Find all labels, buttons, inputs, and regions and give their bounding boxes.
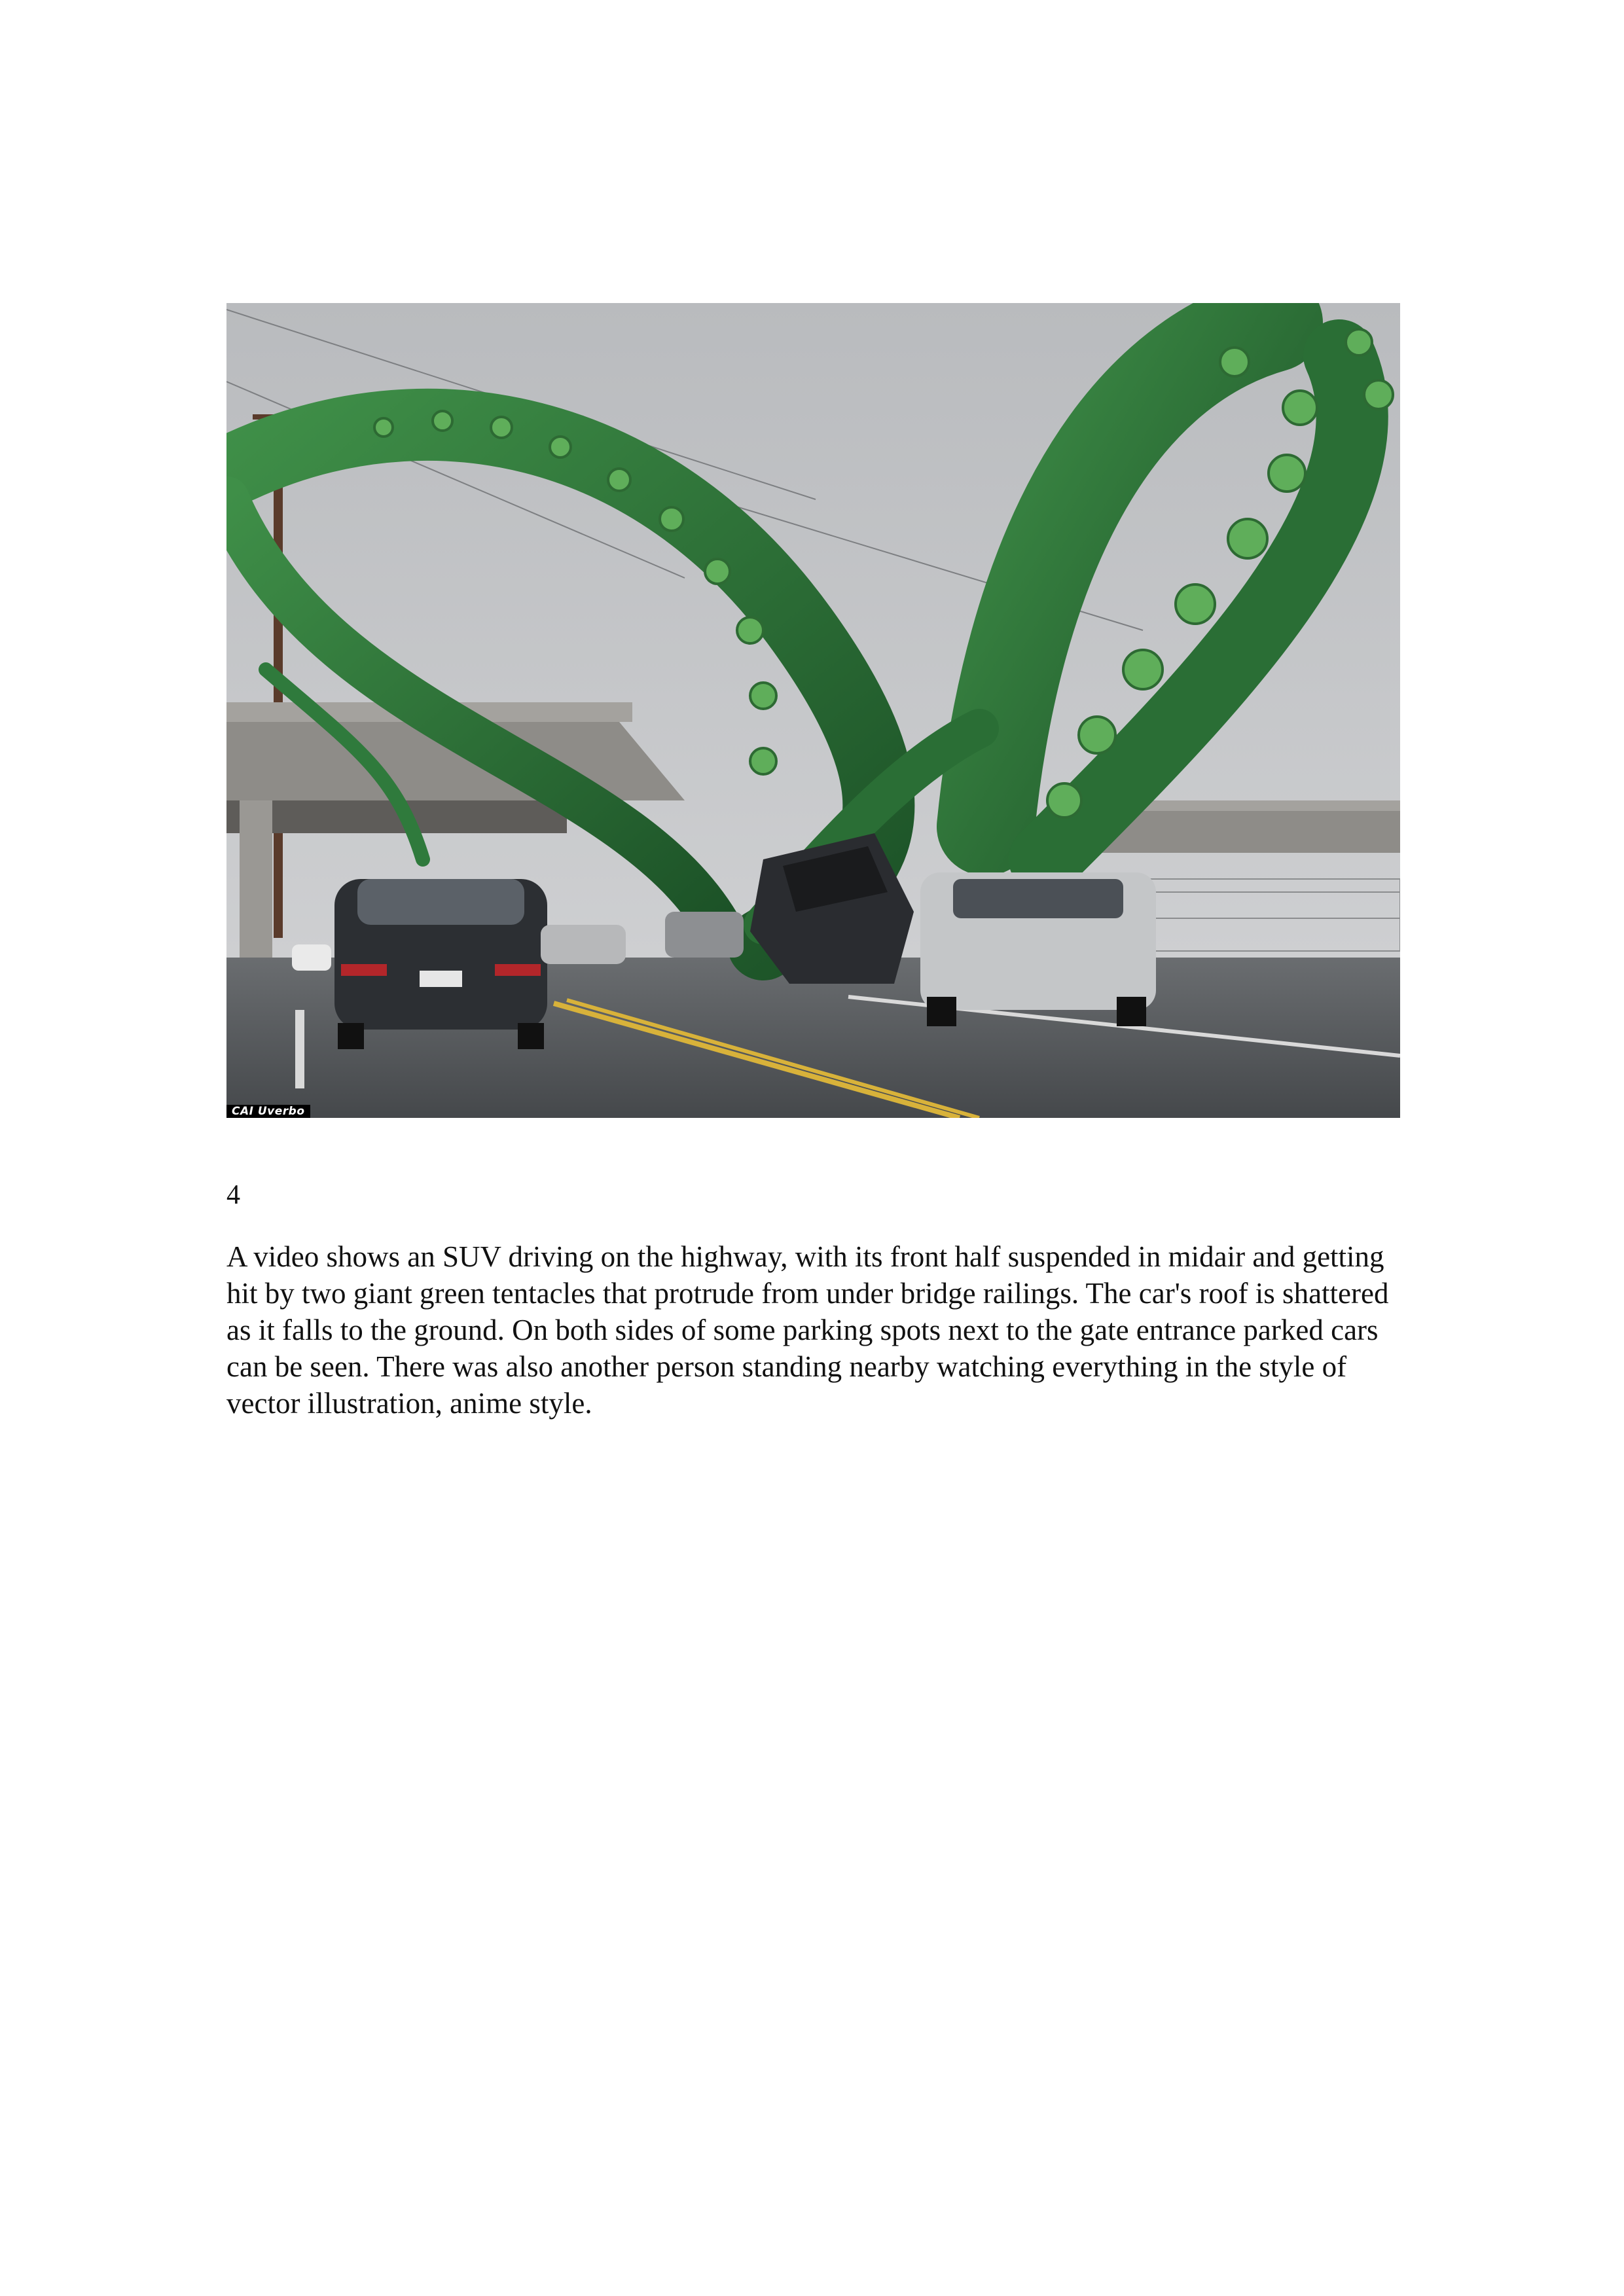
photo-figure [226, 303, 1400, 1118]
page-number: 4 [226, 1180, 240, 1210]
sedan-foreground [334, 879, 547, 1049]
tentacle-highway-photo [226, 303, 1400, 1118]
watermark-label: CAI Uverbo [226, 1105, 310, 1118]
image-caption: A video shows an SUV driving on the highway, with its front half suspended in midair and getting hit by two giant green tentacles that protrude from under bridge railings. The car's roof is shattered as it falls to the ground. On both sides of some parking spots next to the gate entrance parked cars can be seen. There was also another person standing nearby watching everything in the style of vector illustration, anime style. [226, 1240, 1389, 1420]
lane-line-white [295, 1010, 304, 1088]
suv-silver [920, 872, 1156, 1026]
